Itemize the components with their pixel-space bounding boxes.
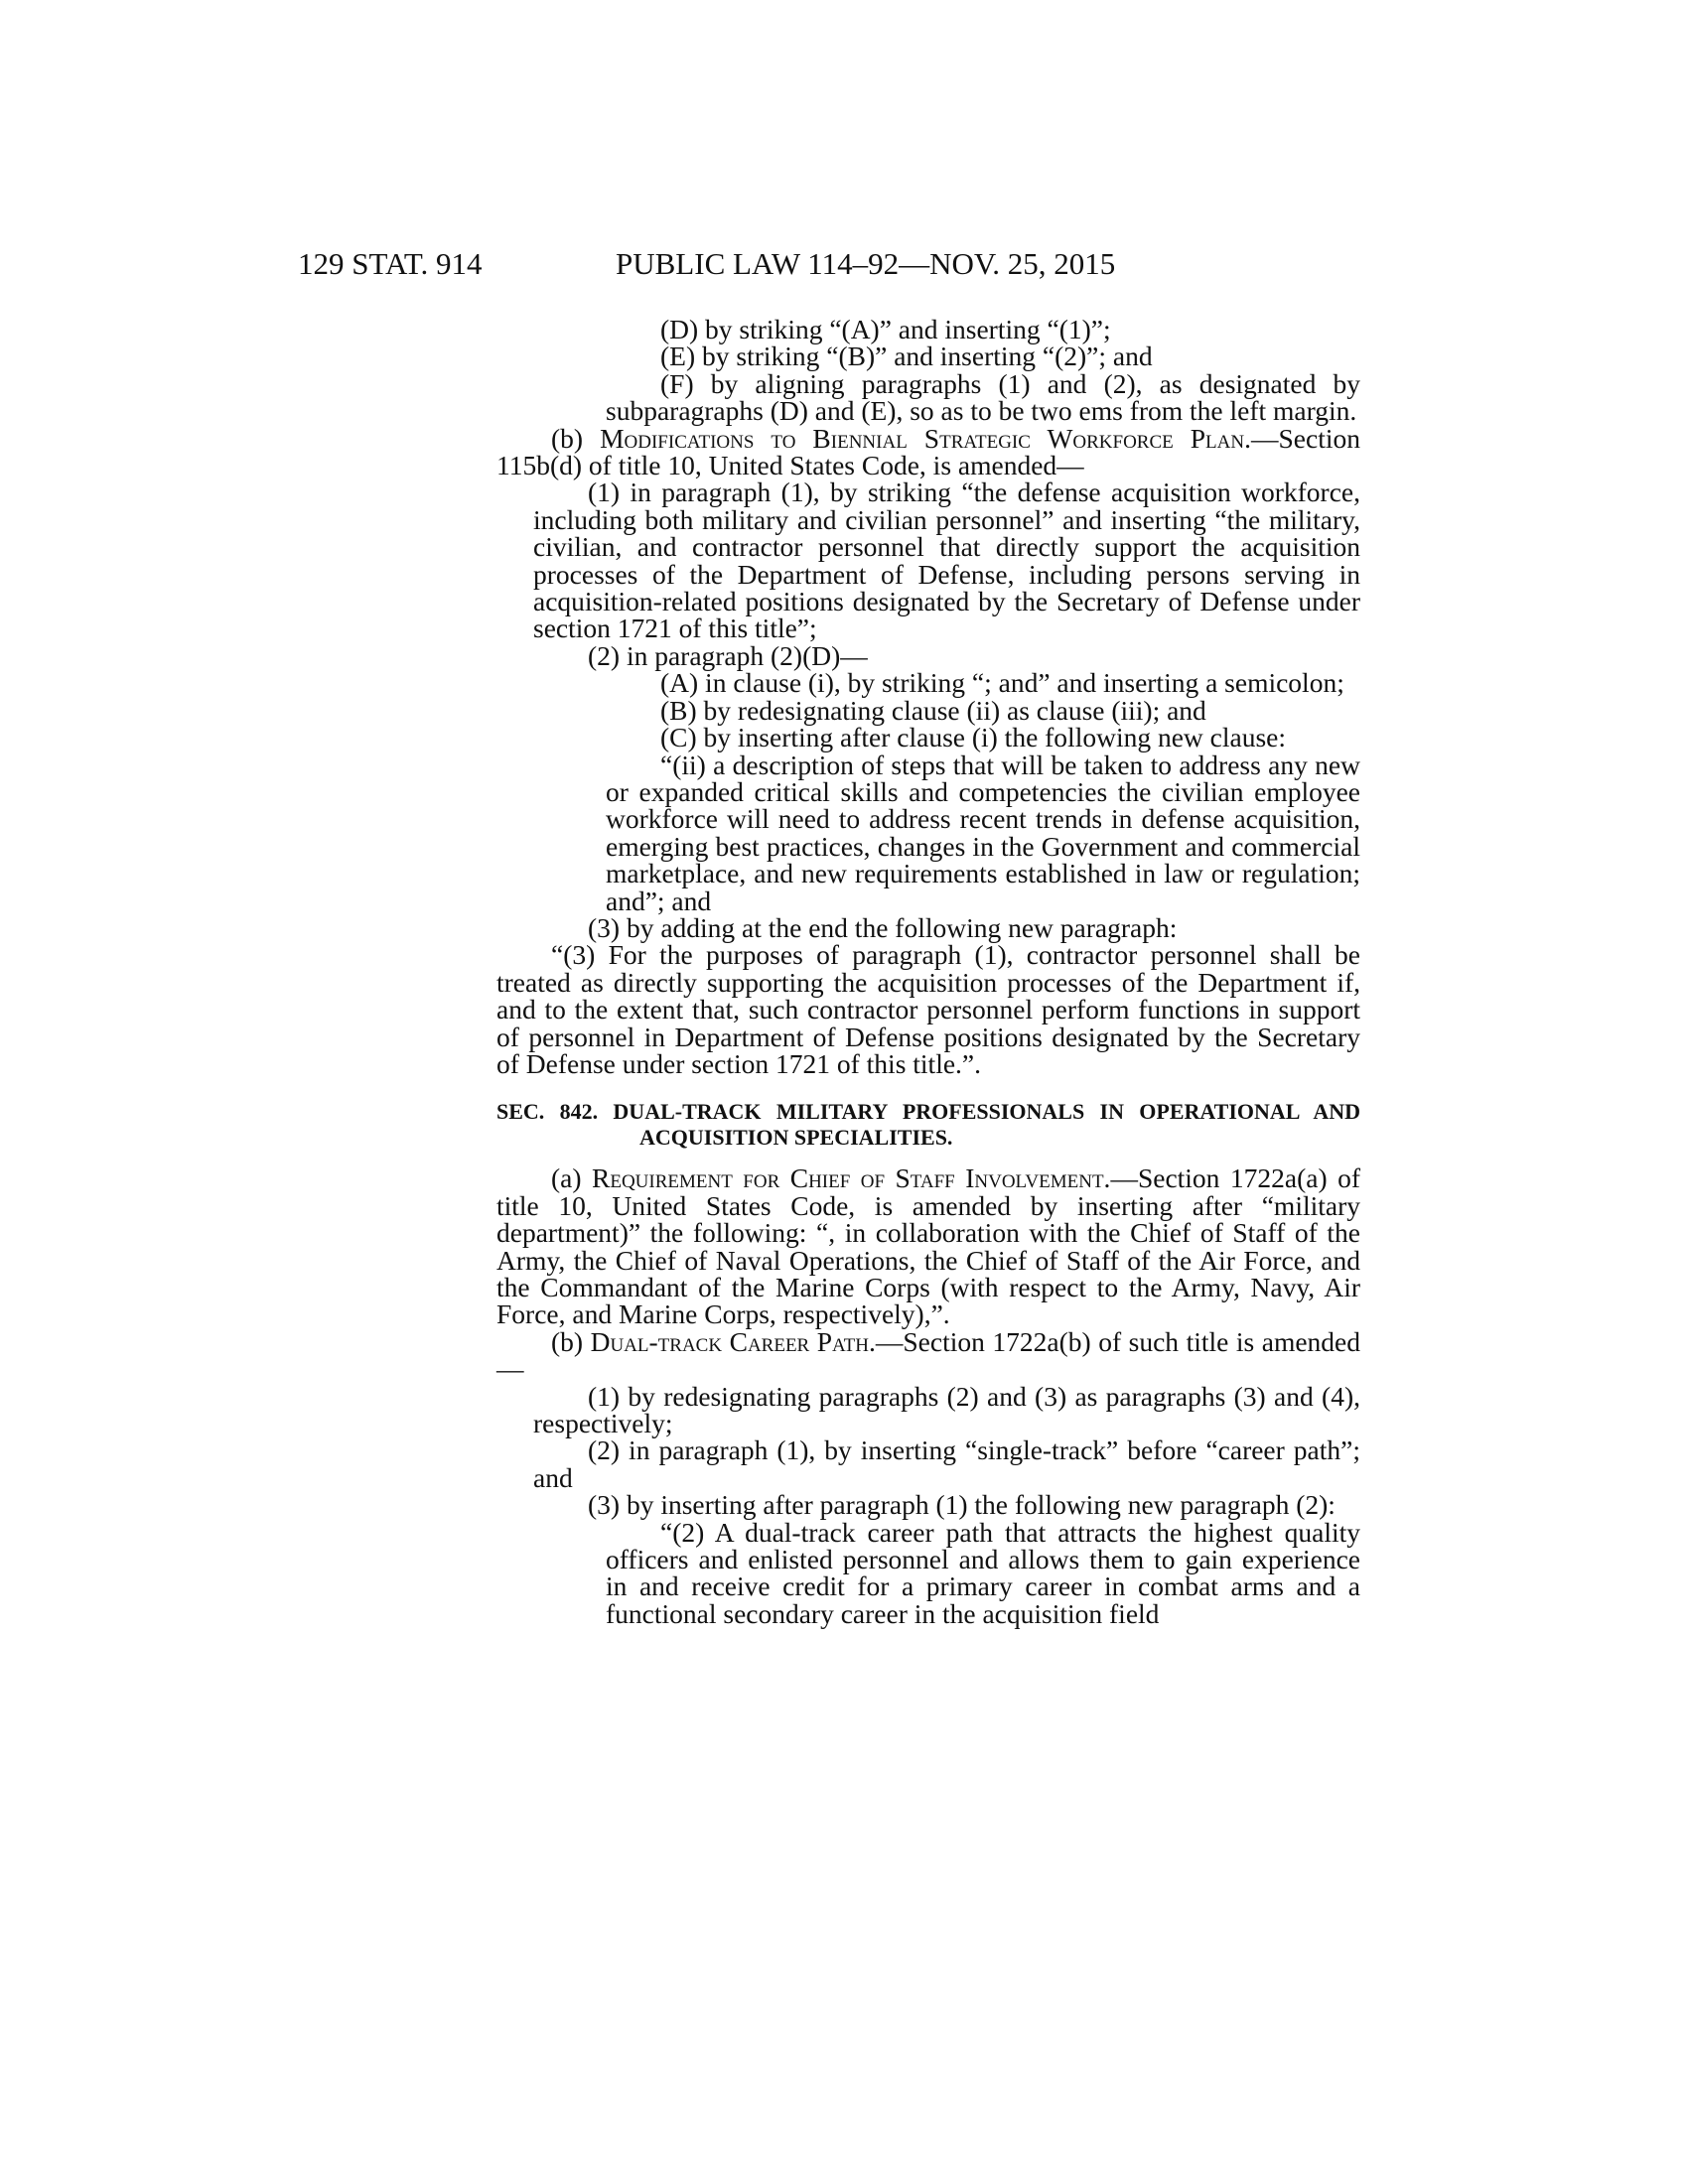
subsection-b bbox=[496, 422, 1360, 481]
section-inserted-paragraph-2: “(2) A dual-track career path that attracts the highest quality officers and enlisted personnel and allows them to gain experience in and receive credit for a primary career in combat arms and a functional secondary career in the acquisition field bbox=[606, 1516, 1360, 1629]
section-subsection-b bbox=[496, 1325, 1360, 1385]
page-header bbox=[298, 246, 1360, 286]
section-subsection-b-label: (b) bbox=[551, 1325, 591, 1357]
subsection-b-label: (b) bbox=[551, 422, 601, 454]
clause-c: (C) by inserting after clause (i) the following new clause: bbox=[660, 722, 1287, 753]
document-body bbox=[496, 316, 1360, 1627]
section-subsection-a bbox=[496, 1162, 1360, 1330]
paragraph-3: (3) by adding at the end the following new paragraph: bbox=[588, 911, 1178, 943]
section-paragraph-1: (1) by redesignating paragraphs (2) and (3) as paragraphs (3) and (4), respectively; bbox=[533, 1380, 1360, 1439]
section-subsection-a-heading: Requirement for Chief of Staff Involvement. bbox=[592, 1162, 1111, 1194]
clause-a: (A) in clause (i), by striking “; and” and inserting a semicolon; bbox=[660, 667, 1344, 699]
subsection-b-heading: Modifications to Biennial Strategic Workforce Plan. bbox=[600, 422, 1251, 454]
paragraph-1: (1) in paragraph (1), by striking “the defense acquisition workforce, including both military and civilian personnel” and inserting “the military, civilian, and contractor personnel that directly support the acquisition processes of the Department of Defense, including persons serving in acquisition-related positions designated by the Secretary of Defense under section 1721 of this title”; bbox=[533, 477, 1360, 644]
stat-page-number: 129 STAT. 914 bbox=[298, 246, 483, 281]
clause-b: (B) by redesignating clause (ii) as clause (iii); and bbox=[660, 694, 1206, 726]
clause-ii-text: “(ii) a description of steps that will be taken to address any new or expanded critical skills and competencies the civilian employee workforce will need to address recent trends in defense acquisition, emerging best practices, changes in the Government and commercial marketplace, and new requirements established in law or regulation; and”; and bbox=[606, 749, 1360, 916]
public-law-title: PUBLIC LAW 114–92—NOV. 25, 2015 bbox=[616, 246, 1116, 281]
section-heading: SEC. 842. DUAL-TRACK MILITARY PROFESSIONALS IN OPERATIONAL AND ACQUISITION SPECIALITIES. bbox=[496, 1099, 1360, 1151]
paragraph-e: (E) by striking “(B)” and inserting “(2)”; and bbox=[660, 341, 1153, 372]
paragraph-f: (F) by aligning paragraphs (1) and (2), as designated by subparagraphs (D) and (E), so as to be two ems from the left margin. bbox=[606, 367, 1360, 427]
section-subsection-a-text: —Section 1722a(a) of title 10, United States Code, is amended by inserting after “military department)” the following: “, in collaboration with the Chief of Staff of the Army, the Chief of Naval Operations, the Chief of Staff of the Air Force, and the Commandant of the Marine Corps (with respect to the Army, Navy, Air Force, and Marine Corps, respectively),”. bbox=[496, 1162, 1360, 1330]
paragraph-d: (D) by striking “(A)” and inserting “(1)”; bbox=[660, 314, 1111, 344]
section-subsection-b-heading: Dual-track Career Path. bbox=[590, 1325, 876, 1357]
paragraph-2: (2) in paragraph (2)(D)— bbox=[588, 639, 868, 671]
paragraph-3-inserted-text: “(3) For the purposes of paragraph (1), contractor personnel shall be treated as directly supporting the acquisition processes of the Department if, and to the extent that, such contractor personnel perform functions in support of personnel in Department of Defense positions designated by the Secretary of Defense under section 1721 of this title.”. bbox=[496, 939, 1360, 1079]
section-subsection-a-label: (a) bbox=[551, 1162, 592, 1194]
section-paragraph-3: (3) by inserting after paragraph (1) the following new paragraph (2): bbox=[588, 1489, 1336, 1521]
section-subsection-b-text: —Section 1722a(b) of such title is amended— bbox=[496, 1325, 1360, 1385]
subsection-b-text: —Section 115b(d) of title 10, United States Code, is amended— bbox=[496, 422, 1360, 481]
section-paragraph-2: (2) in paragraph (1), by inserting “single-track” before “career path”; and bbox=[533, 1434, 1360, 1493]
